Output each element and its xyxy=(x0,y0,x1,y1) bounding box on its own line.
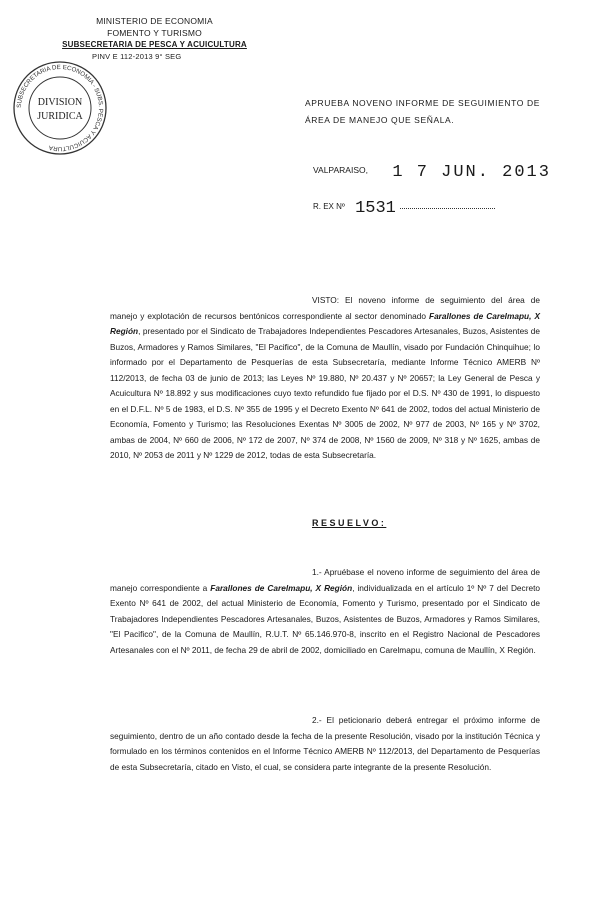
p1-text-part2: , individualizada en el artículo 1º Nº 7 del Decreto Exento Nº 641 de 2002, del actual Ministerio de Economía, Fomento y Turismo, presentado por el Sindicato de Trabajadores Independientes Pescadores Artesanales, Buzos, Asistentes de Buzos, Armadores y Ramos Similares, "El Pacifico", de la Comuna de Maullín, R.U.T. Nº 65.146.970-8, inscrito en el Registro Nacional de Pescadores Artesanales con el Nº 2011, de fecha 29 de abril de 2002, domiciliado en Carelmapu, comuna de Maullín, X Región. xyxy=(110,582,540,655)
resuelvo-paragraph-2 xyxy=(110,713,540,775)
letterhead xyxy=(62,15,247,63)
p1-lead-text: 1.- Apruébase el noveno informe de seguimiento del xyxy=(312,567,509,577)
document-title: APRUEBA NOVENO INFORME DE SEGUIMIENTO DE ÁREA DE MANEJO QUE SEÑALA. xyxy=(305,98,540,125)
ministry-line-2: FOMENTO Y TURISMO xyxy=(107,28,202,38)
seal-center-line-2: JURIDICA xyxy=(37,111,83,122)
p1-text-part1: área de manejo correspondiente a xyxy=(110,567,541,593)
p2-text: informe de seguimiento, dentro de un año contado desde la fecha de la presente Resolución, visado por la institución Técnica y formulado en los términos contenidos en el Informe Técnico AMERB Nº 112/2013, del Departamento de Pesquerías de esta Subsecretaría, citado en Visto, el cual, se considera parte integrante de la presente Resolución. xyxy=(110,715,541,772)
subsecretaria-line: SUBSECRETARIA DE PESCA Y ACUICULTURA xyxy=(62,40,247,49)
date-stamp: 1 7 JUN. 2013 xyxy=(392,163,551,182)
resolution-number-line xyxy=(313,196,495,218)
ministry-line: MINISTERIO DE ECONOMIA xyxy=(96,16,213,26)
visto-place-name: Farallones de Carelmapu, X Región xyxy=(110,310,540,336)
seal-ring-text: SUBSECRETARIA DE ECONOMIA - SUBS. PESCA Y ACUICULTURA xyxy=(15,63,105,153)
p1-place-name: Farallones de Carelmapu, X Región xyxy=(210,582,353,593)
seal-center-line-1: DIVISION xyxy=(37,97,83,108)
visto-label: VISTO: xyxy=(312,295,340,305)
p2-lead-text: 2.- El peticionario deberá entregar el próximo xyxy=(312,715,494,725)
rex-dotted-line xyxy=(400,208,495,209)
division-juridica-seal xyxy=(10,58,110,158)
visto-text-part1: El noveno informe de seguimiento del área de manejo y explotación de recursos bentónicos correspondiente al sector denominado xyxy=(110,295,540,321)
visto-paragraph xyxy=(110,293,540,464)
resuelvo-heading: RESUELVO: xyxy=(312,518,387,528)
date-place: VALPARAISO, xyxy=(313,165,368,175)
resuelvo-paragraph-1 xyxy=(110,565,540,658)
reference-code: PINV E 112-2013 9° SEG xyxy=(92,52,182,61)
visto-text-part2: , presentado por el Sindicato de Trabajadores Independientes Pescadores Artesanales, Buzos, Asistentes de Buzos, Armadores y Ramos Similares, "El Pacifico", de la Comuna de Maullín, visado por Fundación Chinquihue; lo informado por el Departamento de Pesquerías de esta Subsecretaría, mediante Informe Técnico AMERB Nº 112/2013, de fecha 03 de junio de 2013; las Leyes Nº 19.880, Nº 20.437 y Nº 20657; la Ley General de Pesca y Acuicultura Nº 18.892 y sus modificaciones cuyo texto refundido fue fijado por el D.S. Nº 430 de 1991, lo dispuesto en el D.F.L. Nº 5 de 1983, el D.S. Nº 355 de 1995 y el Decreto Exento Nº 641 de 2002, todos del actual Ministerio de Economía, Fomento y Turismo; las Resoluciones Exentas Nº 3005 de 2002, Nº 977 de 2003, Nº 165 y Nº 3702, ambas de 2004, Nº 660 de 2006, Nº 172 de 2007, Nº 374 de 2008, Nº 1560 de 2009, Nº 318 y Nº 1625, ambas de 2010, Nº 2053 de 2011 y Nº 1229 de 2012, todas de esta Subsecretaría. xyxy=(110,326,540,460)
rex-label: R. EX Nº xyxy=(313,202,345,211)
date-line xyxy=(313,160,551,182)
rex-number: 1531 xyxy=(355,199,396,218)
